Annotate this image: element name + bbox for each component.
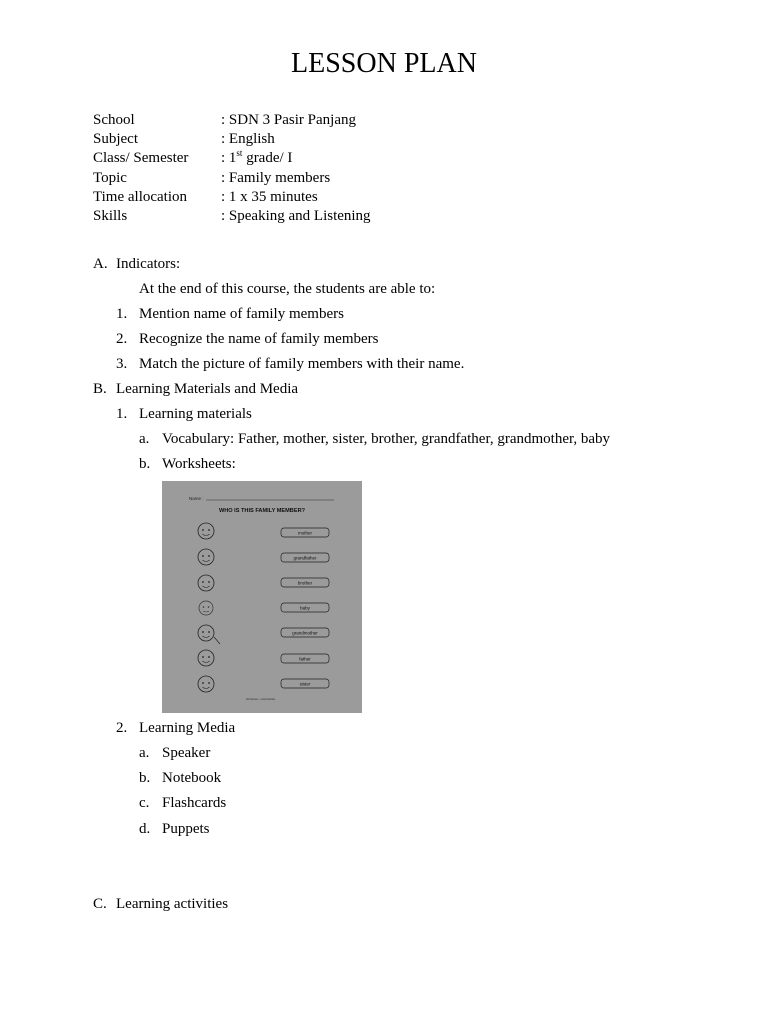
learning-media-label: Learning Media — [139, 720, 236, 736]
section-b-marker: B. — [93, 381, 107, 397]
list-item: Mention name of family members — [139, 306, 344, 322]
school-label: School — [93, 112, 135, 128]
sub-item-marker: b. — [139, 770, 151, 786]
list-item-number: 2. — [116, 331, 128, 347]
face-drawing-icon — [198, 650, 214, 666]
section-c-heading: Learning activities — [116, 896, 229, 912]
sub-item-marker: c. — [139, 795, 150, 811]
sub-item-marker: a. — [139, 431, 150, 447]
section-c-marker: C. — [93, 896, 107, 912]
list-item-number: 2. — [116, 720, 128, 736]
face-drawing-icon — [198, 625, 220, 644]
sub-item-marker: b. — [139, 456, 151, 472]
word-label: brother — [297, 580, 313, 586]
worksheet-title: WHO IS THIS FAMILY MEMBER? — [218, 508, 306, 514]
word-label: mother — [297, 530, 313, 536]
word-label: baby — [300, 605, 310, 611]
face-drawing-icon — [199, 601, 213, 615]
subject-value: : English — [221, 131, 275, 147]
list-item: Match the picture of family members with their name. — [139, 356, 465, 372]
class-value: : 1st grade/ I — [221, 148, 293, 166]
sub-item-marker: a. — [139, 745, 150, 761]
word-label: sister — [299, 681, 311, 687]
topic-label: Topic — [93, 170, 127, 186]
topic-value: : Family members — [221, 170, 331, 186]
list-item-number: 3. — [116, 356, 128, 372]
skills-label: Skills — [93, 208, 128, 224]
worksheet-name-label: Name : — [189, 496, 204, 501]
media-item: Flashcards — [162, 795, 227, 811]
subject-label: Subject — [93, 131, 138, 147]
media-item: Notebook — [162, 770, 222, 786]
class-label: Class/ Semester — [93, 150, 189, 166]
sub-item-marker: d. — [139, 821, 151, 837]
face-drawing-icon — [198, 676, 214, 692]
face-drawing-icon — [198, 523, 214, 539]
page-title: LESSON PLAN — [291, 48, 477, 79]
time-label: Time allocation — [93, 189, 188, 205]
skills-value: : Speaking and Listening — [221, 208, 371, 224]
section-b-heading: Learning Materials and Media — [116, 381, 299, 397]
time-value: : 1 x 35 minutes — [221, 189, 318, 205]
word-label: father — [299, 656, 311, 662]
learning-materials-label: Learning materials — [139, 406, 252, 422]
list-item-number: 1. — [116, 406, 128, 422]
section-a-marker: A. — [93, 256, 108, 272]
section-a-heading: Indicators: — [116, 256, 181, 272]
word-label: grandmother — [292, 630, 318, 636]
media-item: Puppets — [162, 821, 210, 837]
face-drawing-icon — [198, 549, 214, 565]
media-item: Speaker — [162, 745, 211, 761]
worksheets-label: Worksheets: — [162, 456, 236, 472]
list-item: Recognize the name of family members — [139, 331, 379, 347]
worksheet-footer: Worksheet - eslprintables — [246, 698, 276, 701]
vocabulary-text: Vocabulary: Father, mother, sister, brother, grandfather, grandmother, baby — [162, 431, 611, 447]
section-a-intro: At the end of this course, the students are able to: — [139, 281, 436, 297]
word-label: grandfather — [293, 555, 317, 561]
list-item-number: 1. — [116, 306, 128, 322]
worksheet-image — [162, 481, 362, 713]
face-drawing-icon — [198, 575, 214, 591]
school-value: : SDN 3 Pasir Panjang — [221, 112, 356, 128]
